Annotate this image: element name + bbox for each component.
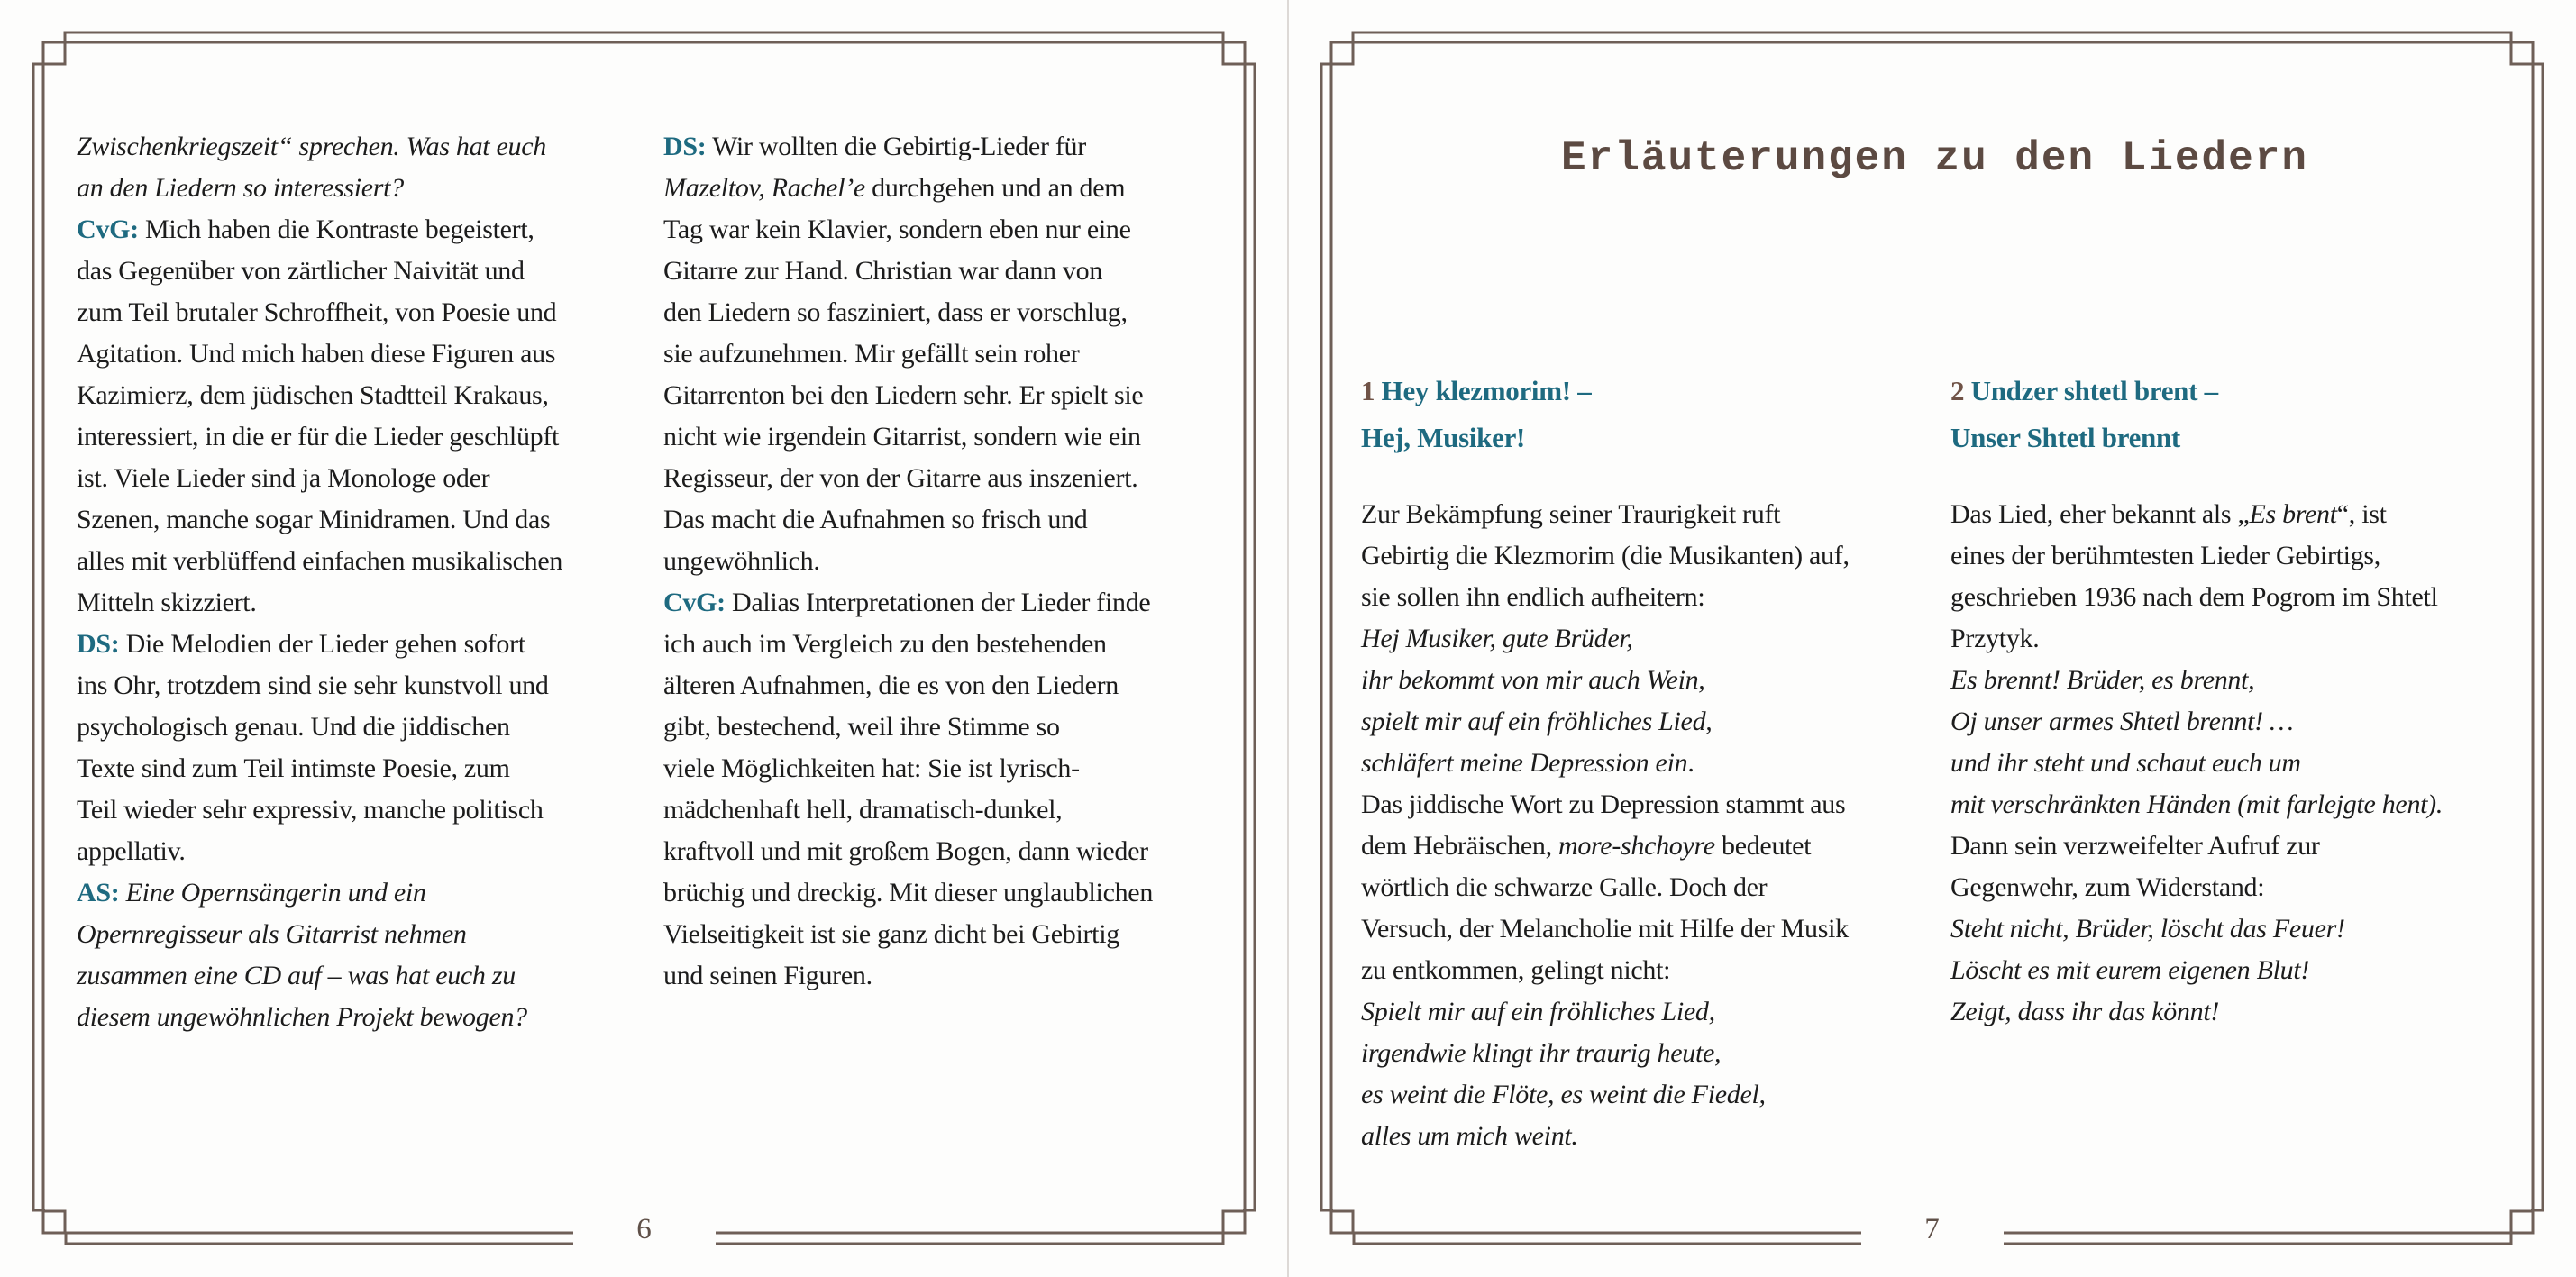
text-line: Hej, Musiker!	[1361, 422, 1526, 453]
text-line: zu entkommen, gelingt nicht:	[1361, 955, 1671, 985]
text-line: eines der berühmtesten Lieder Gebirtigs,	[1950, 541, 2380, 570]
text-line: Teil wieder sehr expressiv, manche politisch	[77, 795, 544, 825]
text-line: Versuch, der Melancholie mit Hilfe der Musik	[1361, 914, 1849, 944]
text-line: kraftvoll und mit großem Bogen, dann wieder	[663, 836, 1148, 866]
text-line: Agitation. Und mich haben diese Figuren aus	[77, 339, 556, 369]
text-line: 2 Undzer shtetl brent –	[1950, 375, 2218, 406]
text-line: Kazimierz, dem jüdischen Stadtteil Krakaus,	[77, 380, 549, 410]
text-line: ihr bekommt von mir auch Wein,	[1361, 665, 1705, 695]
text-line: und seinen Figuren.	[663, 961, 872, 990]
text-line: DS: Die Melodien der Lieder gehen sofort	[77, 629, 525, 659]
text-line: CvG: Dalias Interpretationen der Lieder finde	[663, 588, 1151, 617]
text-line: Spielt mir auf ein fröhliches Lied,	[1361, 997, 1715, 1026]
page-right	[1288, 0, 2576, 1277]
text-line: ungewöhnlich.	[663, 546, 820, 576]
text-line: Szenen, manche sogar Minidramen. Und das	[77, 505, 551, 534]
frame-corner-square	[2511, 42, 2533, 64]
text-line: es weint die Flöte, es weint die Fiedel,	[1361, 1080, 1766, 1109]
section-title: Erläuterungen zu den Liedern	[1561, 135, 2308, 182]
text-line: sie sollen ihn endlich aufheitern:	[1361, 582, 1705, 612]
text-line: sie aufzunehmen. Mir gefällt sein roher	[663, 339, 1080, 369]
text-line: nicht wie irgendein Gitarrist, sondern wie ein	[663, 422, 1141, 452]
page-gutter-divider	[1287, 0, 1289, 1277]
text-line: Zur Bekämpfung seiner Traurigkeit ruft	[1361, 499, 1781, 529]
text-line: an den Liedern so interessiert?	[77, 173, 404, 203]
text-line: Tag war kein Klavier, sondern eben nur eine	[663, 214, 1131, 244]
text-line: mädchenhaft hell, dramatisch-dunkel,	[663, 795, 1063, 825]
text-line: Oj unser armes Shtetl brennt! …	[1950, 707, 2294, 736]
text-line: Das jiddische Wort zu Depression stammt aus	[1361, 789, 1846, 819]
text-line: diesem ungewöhnlichen Projekt bewogen?	[77, 1002, 527, 1032]
page-number: 6	[636, 1213, 652, 1245]
text-line: Hej Musiker, gute Brüder,	[1361, 624, 1633, 653]
text-line: ist. Viele Lieder sind ja Monologe oder	[77, 463, 490, 493]
text-line: Gegenwehr, zum Widerstand:	[1950, 872, 2265, 902]
text-line: Unser Shtetl brennt	[1950, 422, 2180, 453]
text-line: zusammen eine CD auf – was hat euch zu	[77, 961, 516, 990]
text-line: alles mit verblüffend einfachen musikalischen	[77, 546, 563, 576]
text-line: spielt mir auf ein fröhliches Lied,	[1361, 707, 1713, 736]
text-line: appellativ.	[77, 836, 186, 866]
text-line: mit verschränkten Händen (mit farlejgte hent).	[1950, 789, 2444, 819]
text-line: wörtlich die schwarze Galle. Doch der	[1361, 872, 1768, 902]
text-line: Gitarre zur Hand. Christian war dann von	[663, 256, 1103, 286]
text-line: brüchig und dreckig. Mit dieser unglaublichen	[663, 878, 1154, 908]
song-2-column	[1950, 368, 2550, 1033]
interview-column-1	[77, 126, 671, 1038]
text-line: ins Ohr, trotzdem sind sie sehr kunstvoll und	[77, 670, 549, 700]
interview-column-2	[663, 126, 1258, 997]
text-line: Das macht die Aufnahmen so frisch und	[663, 505, 1088, 534]
song-2-text	[1950, 494, 2550, 1033]
song-1-column	[1361, 368, 1960, 1157]
text-line: interessiert, in die er für die Lieder geschlüpft	[77, 422, 560, 452]
text-line: Steht nicht, Brüder, löscht das Feuer!	[1950, 914, 2345, 944]
text-line: Dann sein verzweifelter Aufruf zur	[1950, 831, 2320, 861]
text-line: gibt, bestechend, weil ihre Stimme so	[663, 712, 1060, 742]
text-line: Gitarrenton bei den Liedern sehr. Er spielt sie	[663, 380, 1144, 410]
text-line: Gebirtig die Klezmorim (die Musikanten) auf,	[1361, 541, 1850, 570]
frame-corner-square	[43, 42, 65, 64]
text-line: ich auch im Vergleich zu den bestehenden	[663, 629, 1107, 659]
text-line: CvG: Mich haben die Kontraste begeistert,	[77, 214, 534, 244]
frame-corner-square	[1331, 42, 1353, 64]
text-line: AS: Eine Opernsängerin und ein	[77, 878, 426, 908]
text-line: viele Möglichkeiten hat: Sie ist lyrisch-	[663, 753, 1080, 783]
text-line: Mitteln skizziert.	[77, 588, 257, 617]
song-2-heading	[1950, 368, 2550, 461]
text-line: 1 Hey klezmorim! –	[1361, 375, 1592, 406]
text-line: dem Hebräischen, more-shchoyre bedeutet	[1361, 831, 1812, 861]
text-line: Mazeltov, Rachel’e durchgehen und an dem	[663, 173, 1126, 203]
text-line: irgendwie klingt ihr traurig heute,	[1361, 1038, 1722, 1068]
text-line: Texte sind zum Teil intimste Poesie, zum	[77, 753, 510, 783]
text-line: schläfert meine Depression ein.	[1361, 748, 1694, 778]
text-line: und ihr steht und schaut euch um	[1950, 748, 2301, 778]
text-line: älteren Aufnahmen, die es von den Liedern	[663, 670, 1119, 700]
text-line: Löscht es mit eurem eigenen Blut!	[1950, 955, 2310, 985]
text-line: das Gegenüber von zärtlicher Naivität und	[77, 256, 525, 286]
text-line: zum Teil brutaler Schroffheit, von Poesie und	[77, 297, 557, 327]
text-line: Regisseur, der von der Gitarre aus inszeniert.	[663, 463, 1138, 493]
text-line: Vielseitigkeit ist sie ganz dicht bei Gebirtig	[663, 919, 1119, 949]
song-1-heading	[1361, 368, 1960, 461]
text-line: psychologisch genau. Und die jiddischen	[77, 712, 510, 742]
frame-corner-square	[1223, 42, 1245, 64]
text-line: Opernregisseur als Gitarrist nehmen	[77, 919, 467, 949]
song-1-text	[1361, 494, 1960, 1157]
text-line: Przytyk.	[1950, 624, 2040, 653]
text-line: Es brennt! Brüder, es brennt,	[1950, 665, 2255, 695]
text-line: Zwischenkriegszeit“ sprechen. Was hat euch	[77, 132, 546, 161]
text-line: den Liedern so fasziniert, dass er vorschlug,	[663, 297, 1128, 327]
text-line: Das Lied, eher bekannt als „Es brent“, ist	[1950, 499, 2387, 529]
text-line: geschrieben 1936 nach dem Pogrom im Shtetl	[1950, 582, 2438, 612]
text-line: DS: Wir wollten die Gebirtig-Lieder für	[663, 132, 1086, 161]
text-line: Zeigt, dass ihr das könnt!	[1950, 997, 2220, 1026]
page-number: 7	[1924, 1213, 1940, 1245]
text-line: alles um mich weint.	[1361, 1121, 1578, 1151]
